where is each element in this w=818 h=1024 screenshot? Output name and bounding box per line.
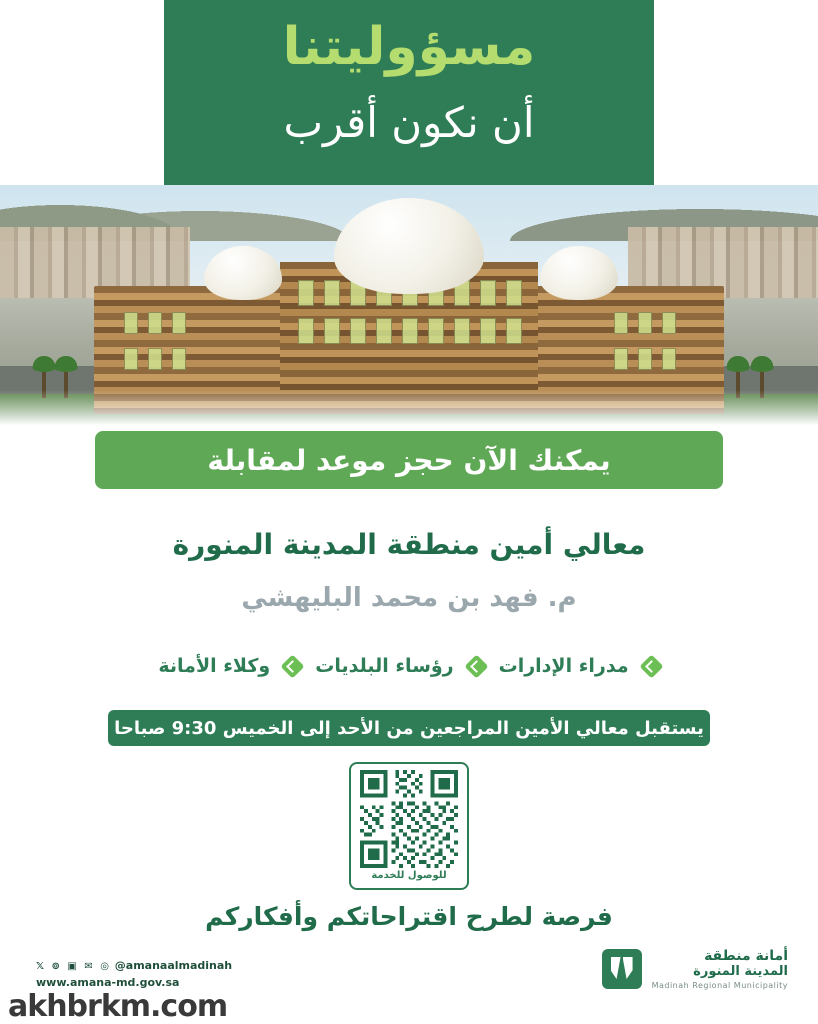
- logo-arabic-line2: المدينة المنورة: [693, 964, 788, 979]
- qr-caption: للوصول للخدمة: [371, 870, 447, 881]
- headline-primary: مسؤوليتنا: [282, 17, 536, 77]
- building-photo: [0, 185, 818, 430]
- watermark: akhbrkm.com: [0, 989, 235, 1024]
- municipality-building: [94, 244, 724, 414]
- right-dome: [540, 246, 618, 300]
- logo-arabic-line1: أمانة منطقة: [704, 948, 788, 964]
- photo-bottom-fade: [0, 390, 818, 430]
- social-handle[interactable]: @amanaalmadinah: [114, 959, 233, 972]
- social-line: [36, 958, 232, 975]
- logo-text-block: [652, 948, 788, 990]
- diamond-bullet-icon: [281, 654, 305, 678]
- appointment-cta-banner[interactable]: يمكنك الآن حجز موعد لمقابلة: [95, 431, 723, 489]
- left-dome: [204, 246, 282, 300]
- qr-code-card[interactable]: [349, 762, 469, 890]
- social-icons: 𝕏 ⊚ ▣ ✉ ◎: [36, 961, 111, 972]
- roles-row: [0, 655, 818, 677]
- official-name: م. فهد بن محمد البليهشي: [241, 583, 577, 613]
- logo-english-name: Madinah Regional Municipality: [651, 981, 788, 990]
- role-item-0: مدراء الإدارات: [498, 655, 629, 677]
- diamond-bullet-icon: [464, 654, 488, 678]
- website-url[interactable]: www.amana-md.gov.sa: [36, 975, 180, 989]
- role-item-1: رؤساء البلديات: [315, 655, 454, 677]
- official-title: معالي أمين منطقة المدينة المنورة: [172, 528, 646, 561]
- logo-mark-icon: [602, 949, 642, 989]
- office-hours-banner: يستقبل معالي الأمين المراجعين من الأحد إلى الخميس 9:30 صباحا: [108, 710, 710, 746]
- headline-secondary: أن نكون أقرب: [283, 98, 535, 147]
- closing-message: فرصة لطرح اقتراحاتكم وأفكاركم: [205, 902, 613, 931]
- social-block: [36, 958, 232, 991]
- diamond-bullet-icon: [639, 654, 663, 678]
- municipality-logo: [602, 948, 788, 990]
- qr-code-icon[interactable]: [360, 770, 458, 868]
- role-item-2: وكلاء الأمانة: [158, 655, 271, 677]
